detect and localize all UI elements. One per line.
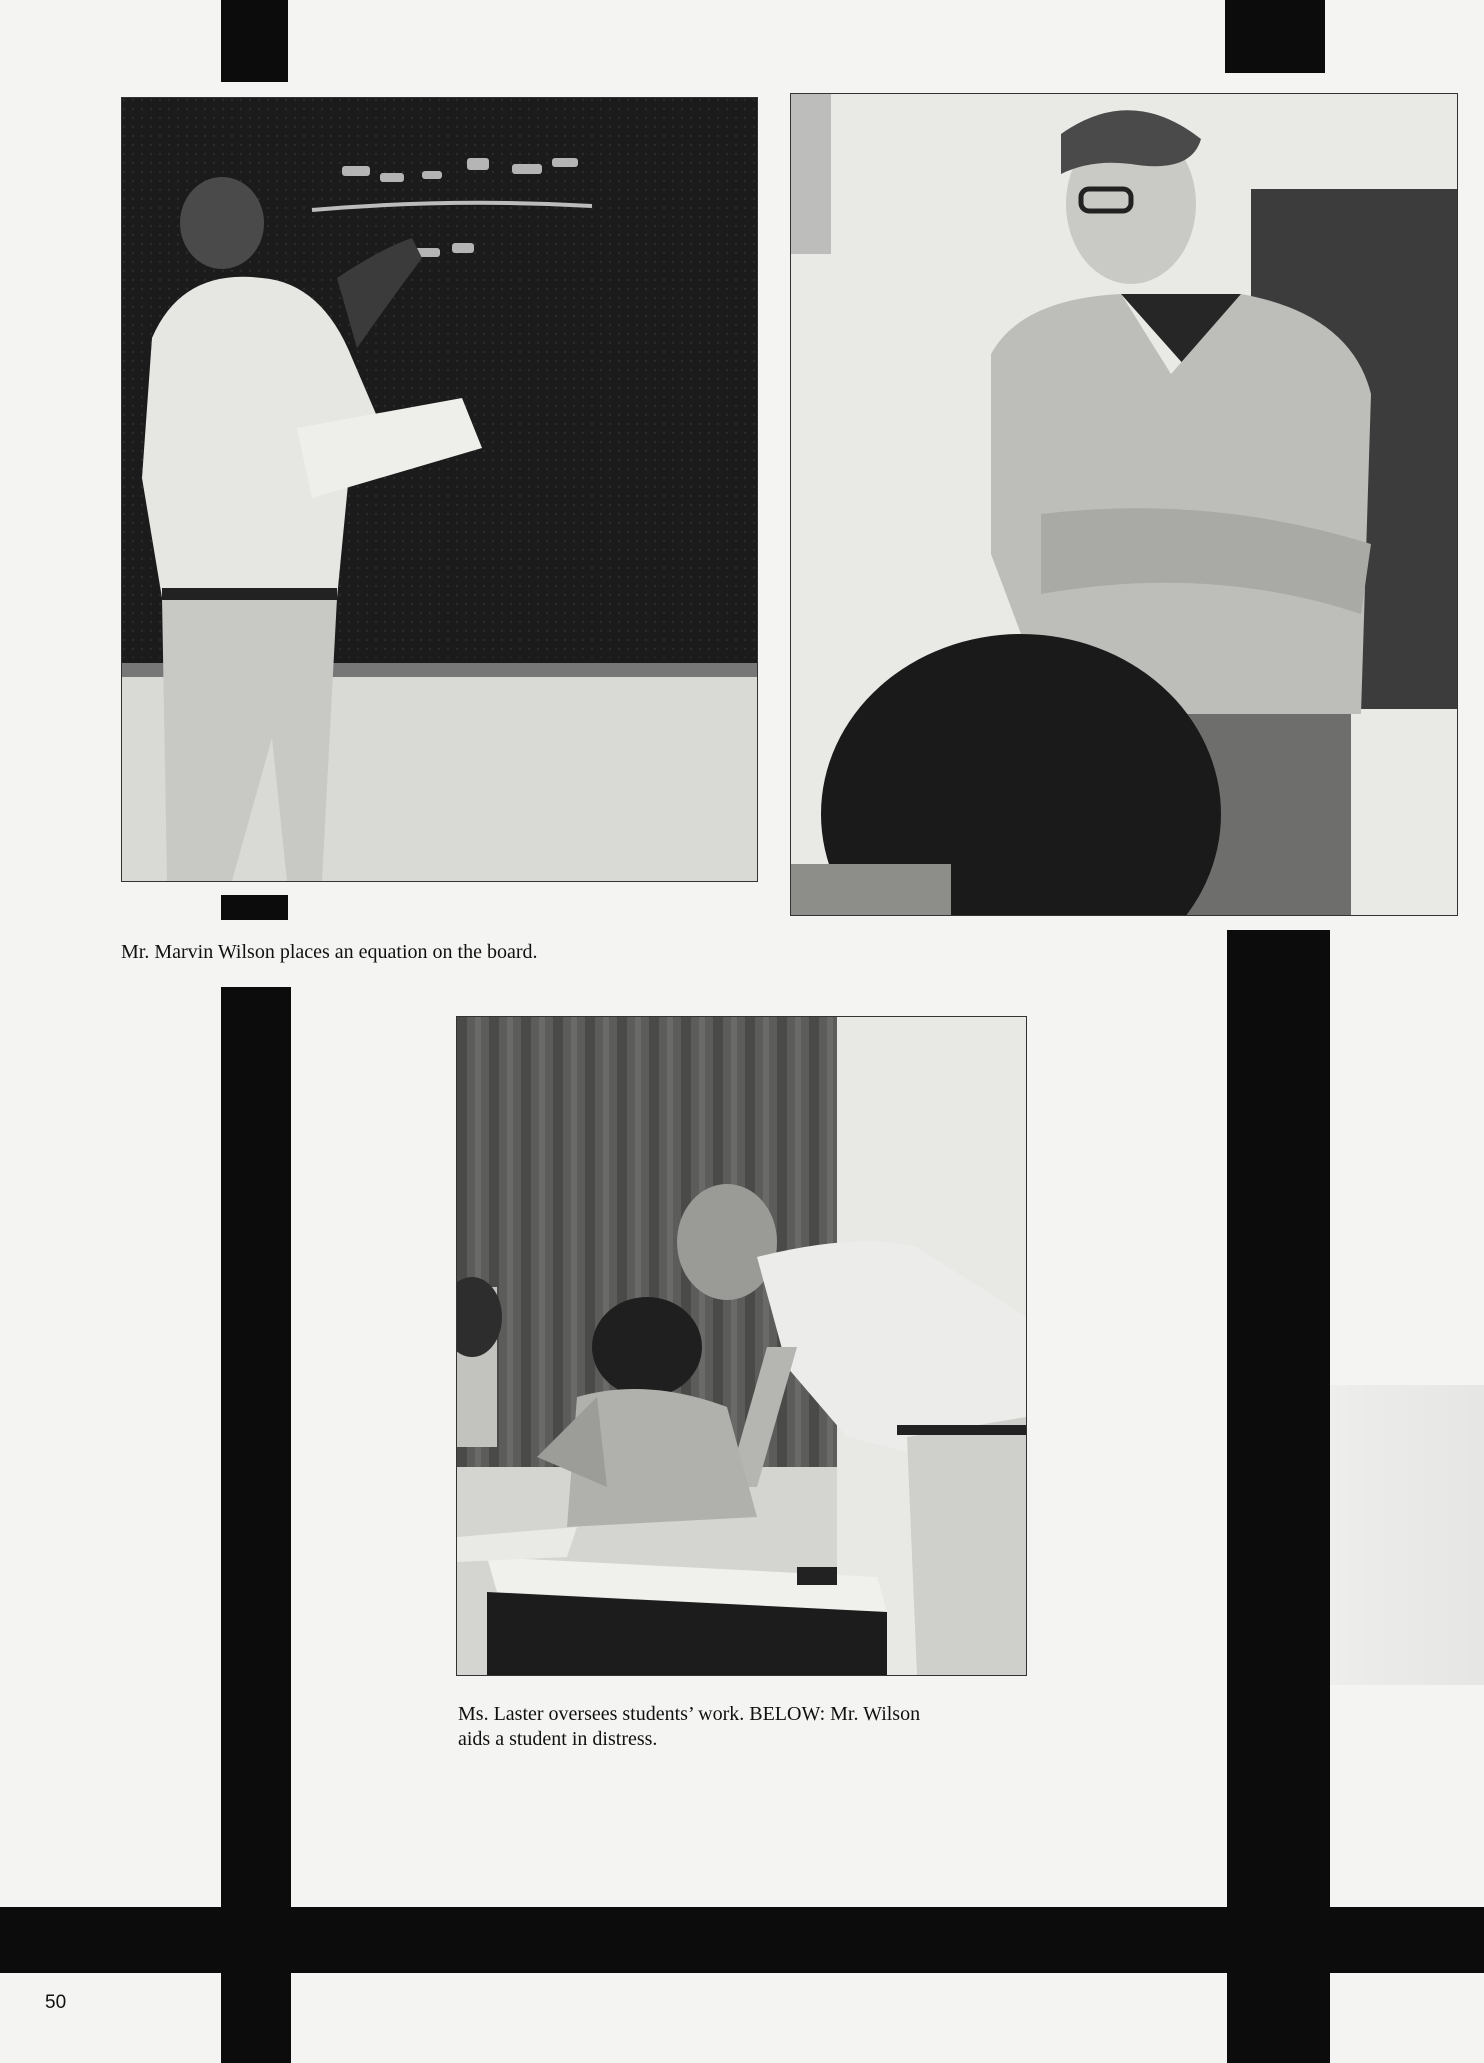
top-right-bar [1225, 0, 1325, 73]
photo-student-with-crossed-arms [790, 93, 1458, 916]
page-number: 50 [45, 1992, 67, 2013]
left-vertical-bar [221, 987, 291, 2063]
caption-marker-bar [221, 895, 288, 920]
caption-laster-line-2: aids a student in distress. [458, 1728, 658, 1750]
caption-marvin-wilson: Mr. Marvin Wilson places an equation on the board. [121, 941, 538, 963]
reverse-page-bleed [1244, 1385, 1484, 1685]
caption-laster-line-1: Ms. Laster oversees students’ work. BELOW: Mr. Wilson [458, 1703, 921, 1725]
photo-teacher-helping-student [456, 1016, 1027, 1676]
photo-teacher-at-chalkboard [121, 97, 758, 882]
top-left-bar [221, 0, 288, 82]
bottom-horizontal-bar [0, 1907, 1484, 1973]
